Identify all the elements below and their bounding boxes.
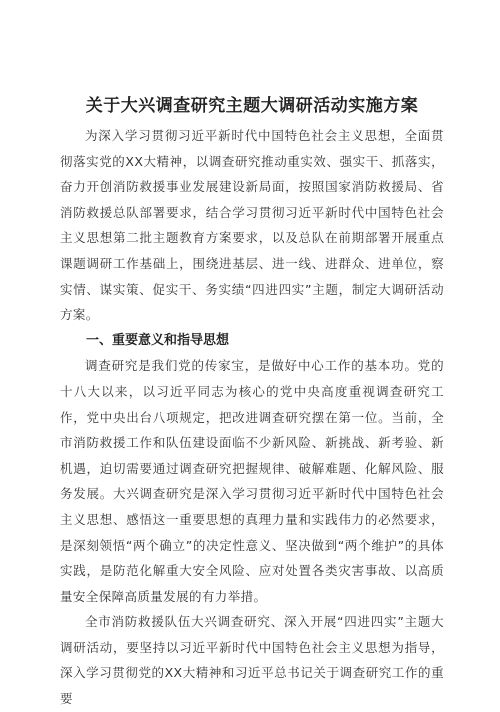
section-1-paragraph-1: 调查研究是我们党的传家宝，是做好中心工作的基本功。党的十八大以来，以习近平同志为核心的党中央高度重视调查研究工作，党中央出台八项规定，把改进调查研究摆在第一位。当前，全市消防救援工作和队伍建设面临不少新风险、新挑战、新考验、新机遇，迫切需要通过调查研究把握规律、破解难题、化解风险、服务发展。大兴调查研究是深入学习贯彻习近平新时代中国特色社会主义思想、感悟这一重要思想的真理力量和实践伟力的必然要求，是深刻领悟“两个确立”的决定性意义、坚决做到“两个维护”的具体实践，是防范化解重大安全风险、应对处置各类灾害事故、以高质量安全保障高质量发展的有力举措。: [60, 358, 444, 604]
section-1-paragraph-2: 全市消防救援队伍大兴调查研究、深入开展“四进四实”主题大调研活动，要坚持以习近平新时代中国特色社会主义思想为指导，深入学习贯彻党的XX大精神和习近平总书记关于调查研究工作的重要: [60, 614, 444, 707]
intro-paragraph: 为深入学习贯彻习近平新时代中国特色社会主义思想，全面贯彻落实党的XX大精神，以调查研究推动重实效、强实干、抓落实，奋力开创消防救援事业发展建设新局面，按照国家消防救援局、省消防救援总队部署要求，结合学习贯彻习近平新时代中国特色社会主义思想第二批主题教育方案要求，以及总队在前期部署开展重点课题调研工作基础上，围绕进基层、进一线、进群众、进单位，察实情、谋实策、促实干、务实绩“四进四实”主题，制定大调研活动方案。: [60, 128, 444, 323]
document-title: 关于大兴调查研究主题大调研活动实施方案: [85, 96, 419, 116]
section-heading-1: 一、重要意义和指导思想: [86, 332, 230, 348]
